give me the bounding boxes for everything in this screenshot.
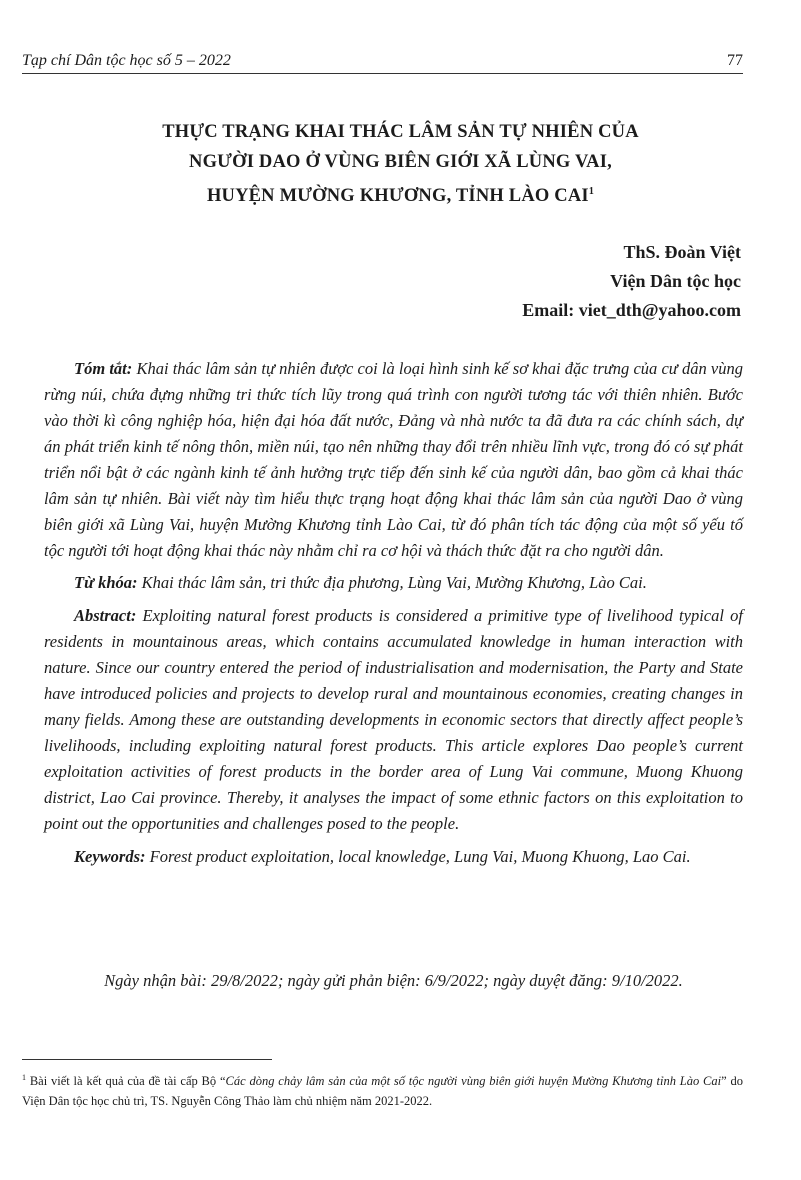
abstract-vietnamese (44, 356, 743, 564)
abstract-section (44, 356, 743, 870)
author-email[interactable]: Email: viet_dth@yahoo.com (522, 300, 741, 320)
keywords-vi-text: Khai thác lâm sản, tri thức địa phương, Lùng Vai, Mường Khương, Lào Cai. (137, 573, 647, 592)
footnote-text-a: Bài viết là kết quả của đề tài cấp Bộ “ (26, 1074, 226, 1089)
article-title (40, 117, 761, 211)
title-line-1: THỰC TRẠNG KHAI THÁC LÂM SẢN TỰ NHIÊN CỦA (162, 122, 639, 142)
keywords-en-label: Keywords: (74, 847, 146, 866)
abstract-en-text: Exploiting natural forest products is considered a primitive type of livelihood typical of residents in mountainous areas, which contains accumulated knowledge in human interaction with nature. Since our country entered the period of industrialisation and modernisation, the Party and State have introduced policies and projects to develop rural and mountainous economies, creating changes in many fields. Among these are outstanding developments in economic sectors that directly affect people’s livelihoods, including exploiting natural forest products. This article explores Dao people’s current exploitation activities of forest products in the border area of Lung Vai commune, Muong Khuong district, Lao Cai province. Thereby, it analyses the impact of some ethnic factors on this exploitation to point out the opportunities and challenges posed to the people. (44, 606, 743, 833)
author-block (522, 238, 741, 325)
title-footnote-mark[interactable]: 1 (588, 186, 595, 197)
running-header (22, 52, 743, 74)
footnote-text-b: ” do Viện Dân tộc học chủ trì, TS. Nguyễn Công Thảo làm chủ nhiệm năm 2021-2022. (22, 1074, 743, 1109)
footnote (22, 1068, 743, 1111)
footnote-divider (22, 1059, 272, 1060)
abstract-en-label: Abstract: (74, 606, 137, 625)
title-line-3-text: HUYỆN MƯỜNG KHƯƠNG, TỈNH LÀO CAI (206, 186, 589, 207)
footnote-mark: 1 (22, 1073, 26, 1082)
keywords-vi-label: Từ khóa: (74, 573, 138, 592)
abstract-vi-text: Khai thác lâm sản tự nhiên được coi là loại hình sinh kế sơ khai đặc trưng của cư dân vùng rừng núi, chứa đựng những tri thức tích lũy trong quá trình con người tương tác với thiên nhiên. Bước vào thời kì công nghiệp hóa, hiện đại hóa đất nước, Đảng và nhà nước ta đã đưa ra các chính sách, dự án phát triển kinh tế nông thôn, miền núi, tạo nên những thay đổi trên nhiều lĩnh vực, trong đó có sự phát triển nổi bật ở các ngành kinh tế ảnh hưởng trực tiếp đến sinh kế của người dân, bao gồm cả khai thác lâm sản tự nhiên. Bài viết này tìm hiểu thực trạng hoạt động khai thác lâm sản của người Dao ở vùng biên giới xã Lùng Vai, huyện Mường Khương tỉnh Lào Cai, từ đó phân tích tác động của một số yếu tố tộc người tới hoạt động khai thác này nhằm chỉ ra cơ hội và thách thức đặt ra cho người dân. (44, 359, 743, 560)
submission-dates: Ngày nhận bài: 29/8/2022; ngày gửi phản biện: 6/9/2022; ngày duyệt đăng: 9/10/2022. (104, 971, 683, 990)
keywords-english (44, 844, 743, 870)
abstract-vi-label: Tóm tắt: (74, 359, 133, 378)
keywords-en-text: Forest product exploitation, local knowledge, Lung Vai, Muong Khuong, Lao Cai. (145, 847, 691, 866)
author-affiliation: Viện Dân tộc học (610, 271, 741, 291)
footnote-project-title: Các dòng chảy lâm sản của một số tộc người vùng biên giới huyện Mường Khương tỉnh Lào Cai (225, 1074, 722, 1089)
journal-name: Tạp chí Dân tộc học số 5 – 2022 (22, 52, 231, 69)
title-line-2: NGƯỜI DAO Ở VÙNG BIÊN GIỚI XÃ LÙNG VAI, (189, 152, 612, 172)
abstract-english (44, 603, 743, 837)
title-line-3 (40, 177, 761, 211)
keywords-vietnamese (44, 570, 743, 596)
page-number: 77 (727, 52, 743, 69)
author-name: ThS. Đoàn Việt (623, 242, 741, 262)
